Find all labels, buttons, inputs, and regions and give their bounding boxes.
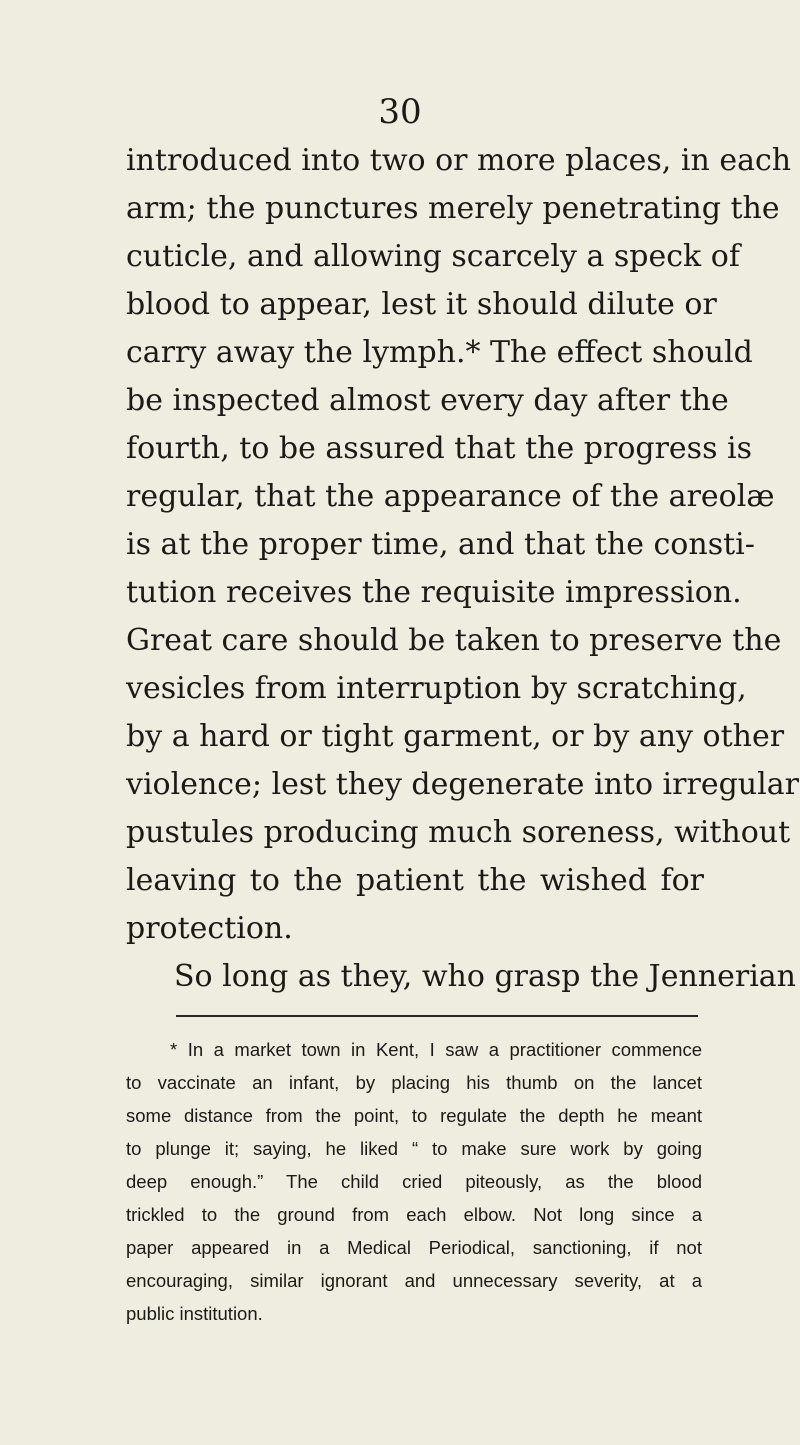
footnote-line: deep enough.” The child cried piteously, as the blood xyxy=(126,1171,702,1192)
body-line: violence; lest they degenerate into irregular xyxy=(126,767,799,802)
body-line: pustules producing much soreness, without xyxy=(126,815,791,850)
body-line: protection. xyxy=(126,911,293,946)
footnote-line: paper appeared in a Medical Periodical, sanctioning, if not xyxy=(126,1237,702,1258)
body-line: So long as they, who grasp the Jennerian xyxy=(174,959,797,994)
footnote-line: public institution. xyxy=(126,1303,263,1324)
body-line: regular, that the appearance of the areolæ xyxy=(126,479,775,514)
footnote-line: encouraging, similar ignorant and unnecessary severity, at a xyxy=(126,1270,702,1291)
body-line: vesicles from interruption by scratching, xyxy=(126,671,747,706)
body-line: be inspected almost every day after the xyxy=(126,383,729,418)
body-line: arm; the punctures merely penetrating the xyxy=(126,191,780,226)
footnote-line: to plunge it; saying, he liked “ to make sure work by going xyxy=(126,1138,702,1159)
body-line: by a hard or tight garment, or by any other xyxy=(126,719,785,754)
footnote-line: to vaccinate an infant, by placing his thumb on the lancet xyxy=(126,1072,702,1093)
body-line: Great care should be taken to preserve the xyxy=(126,623,782,658)
footnote-line: trickled to the ground from each elbow. Not long since a xyxy=(126,1204,702,1225)
body-line: tution receives the requisite impression. xyxy=(126,575,742,610)
body-line: fourth, to be assured that the progress is xyxy=(126,431,753,466)
body-line: blood to appear, lest it should dilute or xyxy=(126,287,717,322)
footnote-line: * In a market town in Kent, I saw a practitioner commence xyxy=(170,1039,702,1060)
body-line: carry away the lymph.* The effect should xyxy=(126,335,753,370)
body-line: cuticle, and allowing scarcely a speck of xyxy=(126,239,740,274)
body-line: is at the proper time, and that the consti- xyxy=(126,527,755,562)
page-number: 30 xyxy=(378,92,422,132)
footnote-divider xyxy=(176,1015,698,1017)
body-line: leaving to the patient the wished for xyxy=(126,863,704,898)
footnote-line: some distance from the point, to regulate the depth he meant xyxy=(126,1105,702,1126)
body-line: introduced into two or more places, in each xyxy=(126,143,792,178)
